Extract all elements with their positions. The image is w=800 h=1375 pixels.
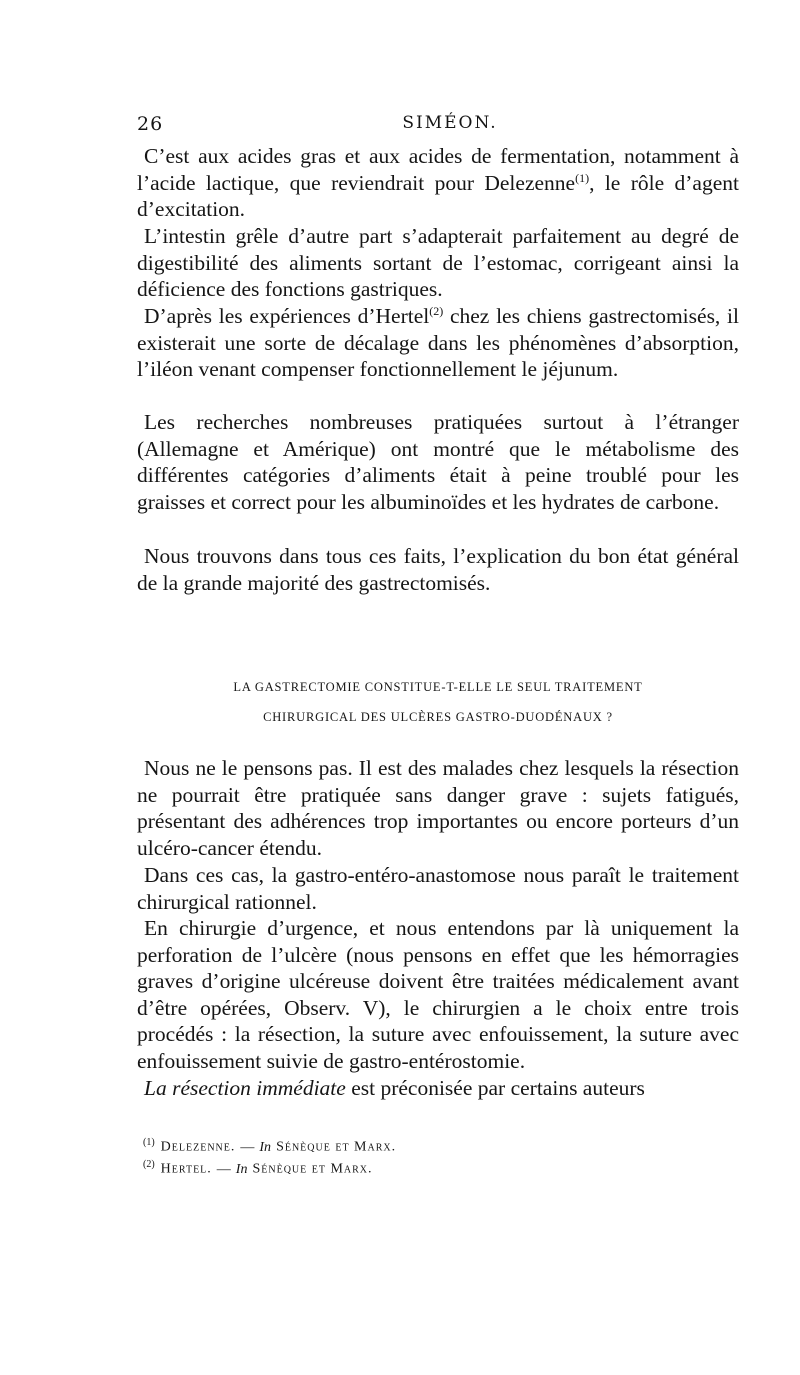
paragraph-text: Dans ces cas, la gastro-entéro-anastomose nous paraît le traitement chirurgical rationnel.: [137, 863, 739, 914]
footnote-source: Sénèque et Marx.: [252, 1161, 373, 1177]
paragraph-conclusion: [137, 543, 739, 596]
footnote-ref-2: (2): [429, 303, 444, 318]
paragraph-research: [137, 409, 739, 515]
paragraph-text: Nous ne le pensons pas. Il est des malades chez lesquels la résection ne pourrait être pratiquée sans danger grave : sujets fatigués, présentant des adhérences trop importantes ou encore porteurs d’un ulcéro-cancer étendu.: [137, 756, 739, 860]
paragraph-fatty-acids: [137, 143, 739, 223]
footnotes: [143, 1132, 703, 1176]
page-header: [137, 113, 739, 143]
footnote-author: Hertel.: [160, 1161, 212, 1177]
paragraph-text: Nous trouvons dans tous ces faits, l’explication du bon état général de la grande majorité des gastrectomisés.: [137, 544, 739, 595]
paragraph-immediate-resection: [137, 1075, 739, 1102]
paragraph-text: C’est aux acides gras et aux acides de fermentation, notamment à l’acide lactique, que reviendrait pour Delezenne: [137, 144, 739, 195]
footnote-in: In: [259, 1139, 272, 1155]
paragraph-text: chez les chiens gastrectomisés, il existerait une sorte de décalage dans les phénomènes d’absorption, l’iléon venant compenser fonctionnellement le jéjunum.: [137, 304, 739, 382]
section-heading-line-2: CHIRURGICAL DES ULCÈRES GASTRO-DUODÉNAUX ?: [263, 710, 613, 724]
paragraph-text: L’intestin grêle d’autre part s’adapterait parfaitement au degré de digestibilité des aliments sortant de l’estomac, corrigeant ainsi la déficience des fonctions gastriques.: [137, 224, 739, 302]
footnote-in: In: [235, 1161, 248, 1177]
footnote-author: Delezenne.: [160, 1139, 236, 1155]
paragraph-text: , le rôle d’agent d’excitation.: [137, 170, 739, 222]
footnote-1: [143, 1132, 703, 1154]
footnote-ref-1: (1): [575, 170, 590, 185]
footnote-mark: (2): [143, 1159, 155, 1170]
paragraph-hertel: [137, 303, 739, 383]
section-heading-line-1: LA GASTRECTOMIE CONSTITUE-T-ELLE LE SEUL TRAITEMENT: [233, 680, 643, 694]
footnote-mark: (1): [143, 1137, 155, 1148]
footnote-dash: —: [216, 1161, 231, 1177]
paragraph-text: Les recherches nombreuses pratiquées surtout à l’étranger (Allemagne et Amérique) ont montré que le métabolisme des différentes catégories d’aliments était à peine troublé pour les graisses et correct pour les albuminoïdes et les hydrates de carbone.: [137, 410, 739, 514]
paragraph-text: En chirurgie d’urgence, et nous entendons par là uniquement la perforation de l’ulcère (nous pensons en effet que les hémorragies graves d’origine ulcéreuse doivent être traitées médicalement avant d’être opérées, Observ. V), le chirurgien a le choix entre trois procédés : la résection, la suture avec enfouissement, la suture avec enfouissement suivie de gastro-entérostomie.: [137, 916, 739, 1073]
paragraph-text: D’après les expériences d’Hertel: [144, 304, 430, 328]
paragraph-these-cases: [137, 862, 739, 915]
footnote-dash: —: [240, 1139, 255, 1155]
footnote-source: Sénèque et Marx.: [276, 1139, 397, 1155]
paragraph-emergency-surgery: [137, 915, 739, 1075]
paragraph-small-intestine: [137, 223, 739, 303]
paragraph-italic-text: La résection immédiate: [144, 1076, 346, 1100]
paragraph-text: est préconisée par certains auteurs: [345, 1076, 645, 1100]
running-head: SIMÉON.: [402, 113, 498, 133]
paragraph-we-do-not-think: [137, 755, 739, 861]
footnote-2: [143, 1154, 703, 1176]
page-number: 26: [137, 113, 164, 135]
